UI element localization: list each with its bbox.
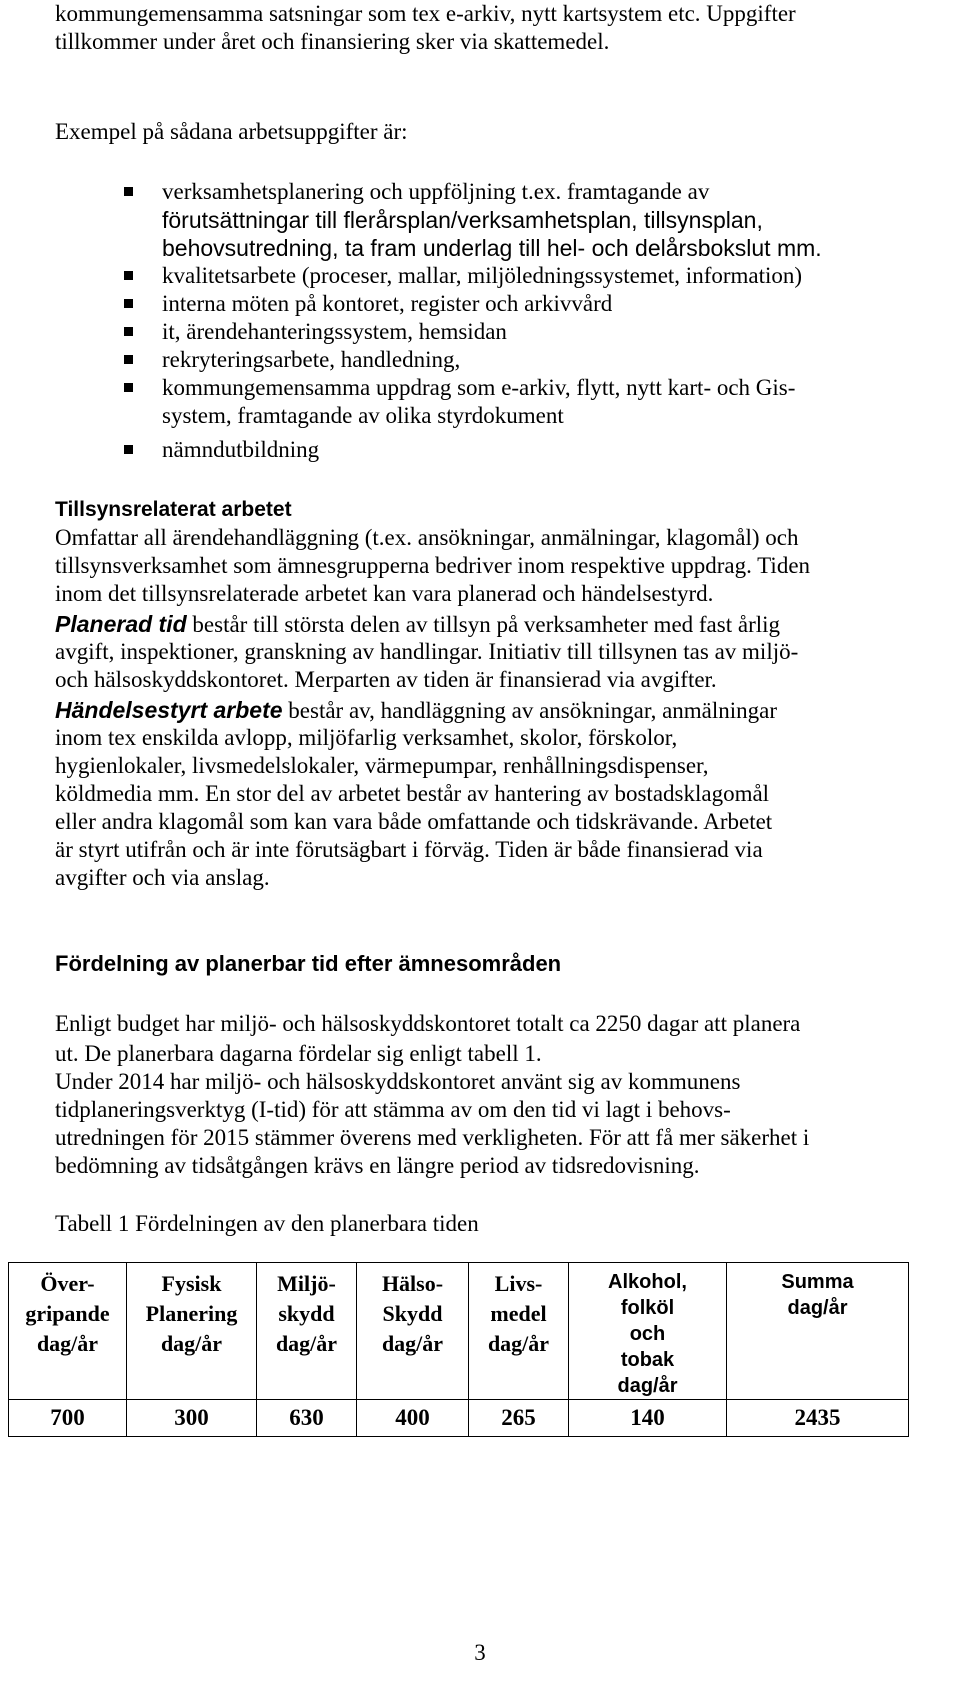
handelse-term: Händelsestyrt arbete — [55, 697, 283, 723]
paragraph-line: tillsynsverksamhet som ämnesgrupperna bedriver inom respektive uppdrag. Tiden — [55, 553, 811, 578]
table-header-cell — [9, 1263, 127, 1400]
table-cell: 140 — [569, 1400, 727, 1437]
planerad-term: Planerad tid — [55, 611, 187, 637]
bullet-text: kvalitetsarbete (proceser, mallar, miljöledningssystemet, information) — [162, 263, 803, 288]
section-heading-tillsyn: Tillsynsrelaterat arbetet — [55, 498, 292, 521]
table-header-cell — [127, 1263, 257, 1400]
handelse-line — [55, 696, 777, 725]
paragraph-line: bedömning av tidsåtgången krävs en längre period av tidsredovisning. — [55, 1153, 700, 1178]
header-text: folköl — [620, 1297, 675, 1319]
header-text: Skydd — [382, 1301, 443, 1326]
header-text: Över- — [40, 1271, 95, 1296]
paragraph-line: hygienlokaler, livsmedelslokaler, värmepumpar, renhållningsdispenser, — [55, 753, 709, 778]
paragraph-line: är styrt utifrån och är inte förutsägbart i förväg. Tiden är både finansierad via — [55, 837, 763, 862]
table-cell: 400 — [357, 1400, 469, 1437]
bullet-text: behovsutredning, ta fram underlag till hel- och delårsbokslut mm. — [162, 235, 822, 261]
table-cell: 2435 — [727, 1400, 909, 1437]
table-cell: 265 — [469, 1400, 569, 1437]
header-text: Planering — [145, 1301, 238, 1326]
header-text: Alkohol, — [608, 1271, 687, 1293]
header-text: medel — [490, 1301, 547, 1326]
paragraph-line: köldmedia mm. En stor del av arbetet består av hantering av bostadsklagomål — [55, 781, 770, 806]
paragraph-line: avgifter och via anslag. — [55, 865, 270, 890]
paragraph-line: inom tex enskilda avlopp, miljöfarlig verksamhet, skolor, förskolor, — [55, 725, 678, 750]
header-text: skydd — [278, 1301, 335, 1326]
table-cell: 630 — [257, 1400, 357, 1437]
bullet-icon — [124, 355, 133, 364]
examples-lead: Exempel på sådana arbetsuppgifter är: — [55, 119, 408, 144]
header-text: dag/år — [617, 1375, 678, 1397]
paragraph-line: eller andra klagomål som kan vara både omfattande och tidskrävande. Arbetet — [55, 809, 773, 834]
table-row — [9, 1400, 909, 1437]
paragraph-line: Under 2014 har miljö- och hälsoskyddskontoret använt sig av kommunens — [55, 1069, 741, 1094]
header-text: Summa — [781, 1271, 854, 1293]
table-caption: Tabell 1 Fördelningen av den planerbara tiden — [55, 1211, 479, 1236]
header-text: Hälso- — [381, 1271, 444, 1296]
header-text: och — [629, 1323, 666, 1345]
paragraph-line: inom det tillsynsrelaterade arbetet kan vara planerad och händelsestyrd. — [55, 581, 714, 606]
header-text: tobak — [620, 1349, 675, 1371]
planerad-line — [55, 610, 780, 639]
header-text: Miljö- — [277, 1271, 336, 1296]
bullet-text: verksamhetsplanering och uppföljning t.ex. framtagande av — [162, 179, 710, 204]
distribution-table — [8, 1262, 909, 1437]
table-header-row — [9, 1263, 909, 1400]
bullet-text: rekryteringsarbete, handledning, — [162, 347, 461, 372]
planerad-rest: består till största delen av tillsyn på verksamheter med fast årlig — [186, 612, 781, 637]
bullet-text: it, ärendehanteringssystem, hemsidan — [162, 319, 507, 344]
header-text: dag/år — [160, 1331, 223, 1356]
paragraph-line: avgift, inspektioner, granskning av handlingar. Initiativ till tillsynen tas av miljö- — [55, 639, 799, 664]
header-text: dag/år — [787, 1297, 848, 1319]
header-text: dag/år — [487, 1331, 550, 1356]
paragraph-line: och hälsoskyddskontoret. Merparten av tiden är finansierad via avgifter. — [55, 667, 717, 692]
bullet-icon — [124, 445, 133, 454]
table-header-cell — [569, 1263, 727, 1400]
header-text: dag/år — [36, 1331, 99, 1356]
paragraph-line: tidplaneringsverktyg (I-tid) för att stämma av om den tid vi lagt i behovs- — [55, 1097, 731, 1122]
bullet-text: kommungemensamma uppdrag som e-arkiv, flytt, nytt kart- och Gis- — [162, 375, 796, 400]
bullet-text: nämndutbildning — [162, 437, 320, 462]
header-text: Fysisk — [161, 1271, 222, 1296]
section-heading-fordelning: Fördelning av planerbar tid efter ämnesområden — [55, 951, 562, 976]
header-text: gripande — [25, 1301, 110, 1326]
bullet-text: system, framtagande av olika styrdokument — [162, 403, 564, 428]
header-text: dag/år — [275, 1331, 338, 1356]
header-text: dag/år — [381, 1331, 444, 1356]
bullet-icon — [124, 383, 133, 392]
paragraph-line: Omfattar all ärendehandläggning (t.ex. ansökningar, anmälningar, klagomål) och — [55, 525, 799, 550]
header-text: Livs- — [494, 1271, 543, 1296]
bullet-icon — [124, 271, 133, 280]
intro-line-2: tillkommer under året och finansiering sker via skattemedel. — [55, 29, 610, 54]
bullet-text: förutsättningar till flerårsplan/verksamhetsplan, tillsynsplan, — [162, 207, 763, 233]
page-number: 3 — [474, 1640, 486, 1665]
table-header-cell — [727, 1263, 909, 1400]
handelse-rest: består av, handläggning av ansökningar, anmälningar — [282, 698, 778, 723]
bullet-icon — [124, 327, 133, 336]
paragraph-line: Enligt budget har miljö- och hälsoskyddskontoret totalt ca 2250 dagar att planera — [55, 1011, 801, 1036]
table-header-cell — [469, 1263, 569, 1400]
paragraph-line: utredningen för 2015 stämmer överens med verkligheten. För att få mer säkerhet i — [55, 1125, 810, 1150]
paragraph-line: ut. De planerbara dagarna fördelar sig enligt tabell 1. — [55, 1041, 542, 1066]
bullet-text: interna möten på kontoret, register och arkivvård — [162, 291, 613, 316]
table-cell: 300 — [127, 1400, 257, 1437]
bullet-icon — [124, 187, 133, 196]
intro-line-1: kommungemensamma satsningar som tex e-arkiv, nytt kartsystem etc. Uppgifter — [55, 1, 796, 26]
bullet-icon — [124, 299, 133, 308]
table-header-cell — [357, 1263, 469, 1400]
table-cell: 700 — [9, 1400, 127, 1437]
table-header-cell — [257, 1263, 357, 1400]
